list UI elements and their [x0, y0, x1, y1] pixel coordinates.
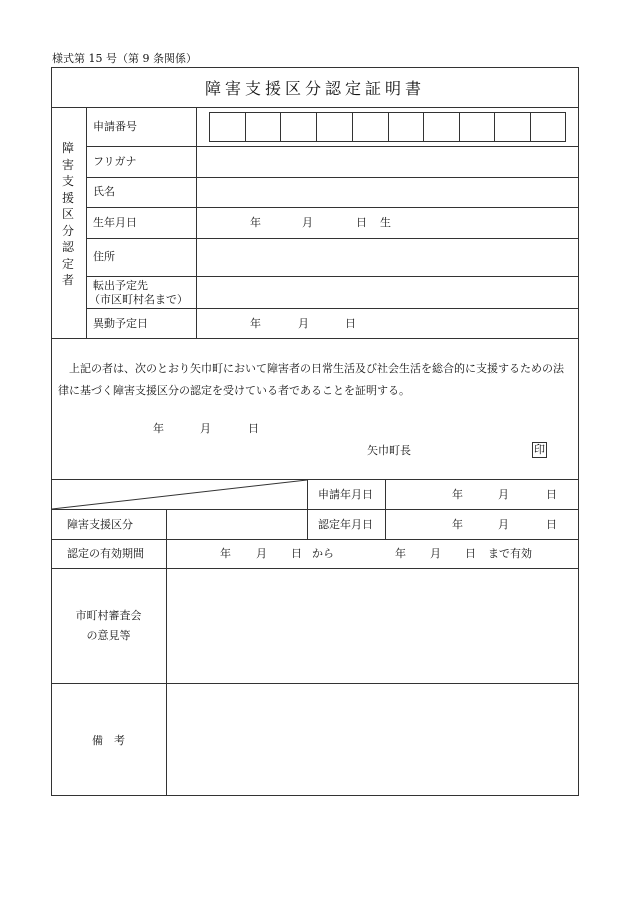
transfer-destination-field[interactable]: [197, 277, 578, 307]
side-char: 者: [61, 273, 74, 287]
seal-mark: 印: [534, 443, 545, 456]
application-year-unit: 年: [452, 488, 463, 501]
date-label-divider: [307, 479, 308, 539]
application-day-unit: 日: [546, 488, 557, 501]
digit-separator: [530, 112, 531, 142]
support-category-field[interactable]: [167, 510, 306, 538]
digit-separator: [245, 112, 246, 142]
side-char: 障: [61, 141, 74, 155]
digit-separator: [316, 112, 317, 142]
blank-cell-diagonal: [52, 480, 307, 510]
validity-from-month-unit: 月: [256, 547, 267, 560]
validity-until-year-unit: 年: [395, 547, 406, 560]
digit-separator: [388, 112, 389, 142]
validity-from-text: から: [312, 547, 334, 560]
side-char: 分: [61, 223, 74, 238]
name-field[interactable]: [197, 178, 578, 206]
digit-separator: [494, 112, 495, 142]
digit-separator: [352, 112, 353, 142]
issuer-title: 矢巾町長: [367, 444, 411, 457]
digit-separator: [423, 112, 424, 142]
transfer-destination-label-2: （市区町村名まで）: [89, 293, 188, 306]
birth-born-unit: 生: [380, 216, 391, 229]
application-number-label: 申請番号: [93, 120, 137, 133]
validity-until-month-unit: 月: [430, 547, 441, 560]
side-char: 支: [61, 174, 74, 188]
certification-day-unit: 日: [546, 518, 557, 531]
validity-until-day-unit: 日: [465, 547, 476, 560]
row-divider: [86, 207, 579, 208]
move-month-unit: 月: [298, 317, 309, 330]
application-month-unit: 月: [498, 488, 509, 501]
title-divider: [51, 107, 579, 108]
certified-person-side-label: [56, 140, 80, 289]
validity-from-year-unit: 年: [220, 547, 231, 560]
review-opinion-field[interactable]: [167, 569, 578, 682]
date-value-divider: [385, 479, 386, 539]
side-char: 定: [61, 256, 74, 271]
certification-month-unit: 月: [498, 518, 509, 531]
support-category-label: 障害支援区分: [67, 518, 133, 531]
side-char: 区: [61, 207, 74, 221]
issue-year-unit: 年: [153, 422, 164, 435]
document-title: 障害支援区分認定証明書: [204, 78, 425, 98]
move-date-label: 異動予定日: [93, 317, 148, 330]
birth-year-unit: 年: [250, 216, 261, 229]
side-label-divider: [86, 107, 87, 338]
remarks-field[interactable]: [167, 684, 578, 795]
certification-statement: 上記の者は、次のとおり矢巾町において障害者の日常生活及び社会生活を総合的に支援するための法律に基づく障害支援区分の認定を受けている者であることを証明する。: [58, 362, 564, 397]
birth-date-label: 生年月日: [93, 216, 137, 229]
move-year-unit: 年: [250, 317, 261, 330]
form-code: 様式第 15 号（第 9 条関係）: [52, 52, 197, 65]
validity-until-text: まで有効: [488, 547, 532, 560]
digit-separator: [459, 112, 460, 142]
remarks-label: 備 考: [92, 734, 125, 747]
side-char: 害: [61, 157, 74, 172]
furigana-field[interactable]: [197, 147, 578, 176]
furigana-label: フリガナ: [93, 155, 137, 168]
certification-year-unit: 年: [452, 518, 463, 531]
side-char: 援: [61, 190, 74, 205]
birth-month-unit: 月: [302, 216, 313, 229]
review-opinion-label-1: 市町村審査会: [75, 609, 142, 622]
transfer-destination-label-1: 転出予定先: [93, 279, 148, 292]
address-label: 住所: [93, 250, 115, 263]
row-divider: [51, 539, 579, 540]
digit-separator: [280, 112, 281, 142]
review-opinion-label-2: の意見等: [86, 629, 131, 642]
birth-day-unit: 日: [356, 216, 367, 229]
row-divider: [86, 308, 579, 309]
address-field[interactable]: [197, 239, 578, 275]
side-char: 認: [61, 240, 74, 254]
validity-period-label: 認定の有効期間: [67, 547, 144, 560]
application-date-label: 申請年月日: [318, 488, 373, 501]
validity-from-day-unit: 日: [291, 547, 302, 560]
name-label: 氏名: [93, 185, 115, 198]
section-divider: [51, 338, 579, 339]
certification-date-label: 認定年月日: [318, 518, 373, 531]
issue-day-unit: 日: [248, 422, 259, 435]
move-day-unit: 日: [345, 317, 356, 330]
issue-month-unit: 月: [200, 422, 211, 435]
